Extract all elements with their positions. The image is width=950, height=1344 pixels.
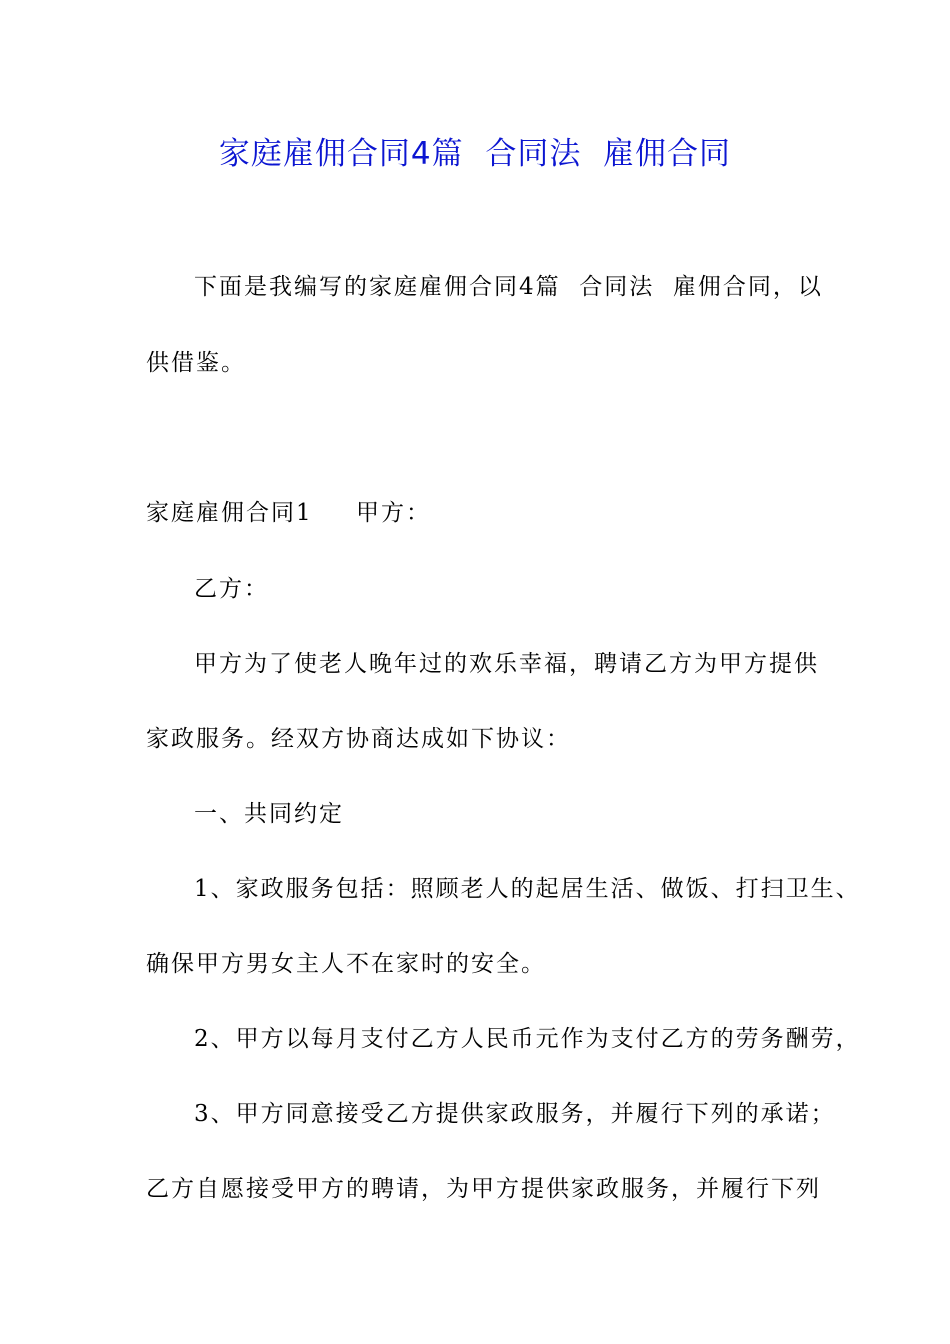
paragraph-line: 供借鉴。 bbox=[146, 350, 246, 376]
paragraph-line: 2、甲方以每月支付乙方人民币元作为支付乙方的劳务酬劳， bbox=[194, 1026, 861, 1052]
clause-heading: 一、共同约定 bbox=[194, 801, 344, 827]
paragraph-line: 1、家政服务包括：照顾老人的起居生活、做饭、打扫卫生、 bbox=[194, 876, 861, 902]
document-title: 家庭雇佣合同4篇 合同法 雇佣合同 bbox=[218, 136, 732, 172]
party-a-label: 甲方： bbox=[356, 500, 431, 526]
paragraph-line: 乙方自愿接受甲方的聘请，为甲方提供家政服务，并履行下列 bbox=[146, 1176, 821, 1202]
paragraph-line: 甲方为了使老人晚年过的欢乐幸福，聘请乙方为甲方提供 bbox=[194, 651, 819, 677]
paragraph-line: 3、甲方同意接受乙方提供家政服务，并履行下列的承诺； bbox=[194, 1101, 836, 1127]
section-heading: 家庭雇佣合同1 bbox=[146, 500, 313, 526]
party-b-label: 乙方： bbox=[194, 576, 269, 602]
paragraph-line: 确保甲方男女主人不在家时的安全。 bbox=[146, 951, 546, 977]
paragraph-line: 下面是我编写的家庭雇佣合同4篇 合同法 雇佣合同，以 bbox=[194, 274, 823, 300]
paragraph-line: 家政服务。经双方协商达成如下协议： bbox=[146, 726, 571, 752]
